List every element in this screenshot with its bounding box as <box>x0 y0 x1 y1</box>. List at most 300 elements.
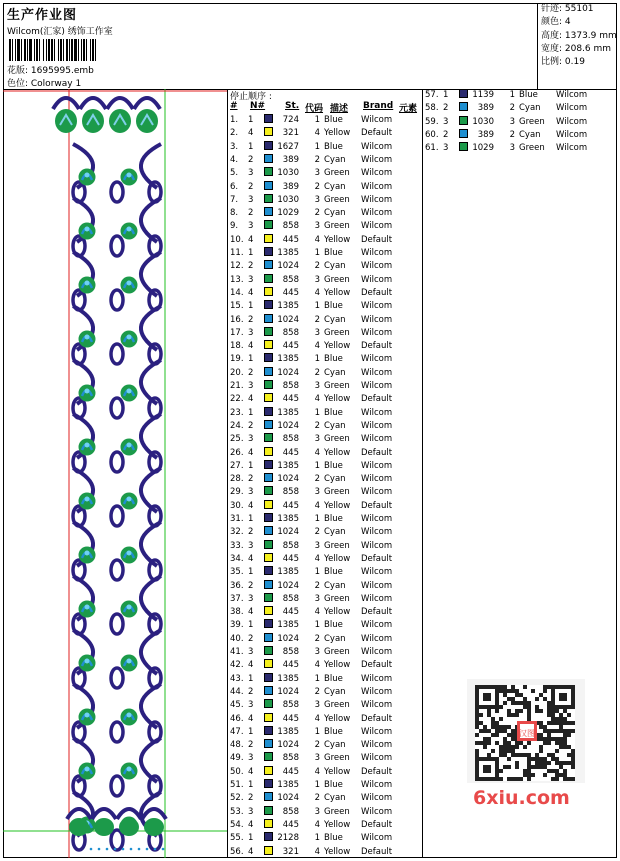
row-index: 29. <box>230 487 244 498</box>
table-row <box>423 102 618 115</box>
row-index: 9. <box>230 221 239 232</box>
row-desc: Green <box>324 434 350 445</box>
row-code: 4 <box>314 447 320 458</box>
row-desc: Yellow <box>324 607 351 618</box>
row-brand: Wilcom <box>361 154 393 165</box>
row-desc: Yellow <box>324 128 351 139</box>
row-desc: Yellow <box>324 447 351 458</box>
table-row <box>228 353 423 366</box>
table-row <box>228 114 423 127</box>
row-desc: Green <box>324 540 350 551</box>
row-stitches: 445 <box>282 766 299 777</box>
row-needle: 3 <box>248 194 254 205</box>
table-row <box>228 300 423 313</box>
row-index: 44. <box>230 686 244 697</box>
table-row <box>228 433 423 446</box>
row-desc: Green <box>324 806 350 817</box>
row-stitches: 1030 <box>277 194 299 205</box>
color-swatch <box>264 367 273 376</box>
row-index: 61. <box>425 143 439 154</box>
col-header-n: N# <box>250 101 266 111</box>
scale: 比例: 0.19 <box>541 57 585 68</box>
row-index: 49. <box>230 753 244 764</box>
row-index: 30. <box>230 500 244 511</box>
row-index: 35. <box>230 567 244 578</box>
table-row <box>228 486 423 499</box>
color-swatch <box>264 673 273 682</box>
row-code: 4 <box>314 234 320 245</box>
row-index: 5. <box>230 168 239 179</box>
header <box>3 3 617 90</box>
row-desc: Yellow <box>324 819 351 830</box>
row-index: 31. <box>230 514 244 524</box>
row-index: 13. <box>230 274 244 285</box>
row-desc: Cyan <box>324 793 346 804</box>
row-needle: 4 <box>248 819 254 830</box>
color-swatch <box>264 806 273 815</box>
row-stitches: 1029 <box>472 143 494 154</box>
row-stitches: 1024 <box>277 580 299 591</box>
row-index: 20. <box>230 367 244 378</box>
table-row <box>228 314 423 327</box>
color-swatch <box>264 287 273 296</box>
table-row <box>228 713 423 726</box>
row-desc: Cyan <box>324 314 346 325</box>
design-height: 高度: 1373.9 mm <box>541 30 617 41</box>
row-brand: Default <box>361 287 393 298</box>
row-needle: 2 <box>248 154 254 165</box>
row-brand: Wilcom <box>556 116 588 127</box>
row-index: 32. <box>230 527 244 538</box>
row-brand: Wilcom <box>361 647 393 657</box>
row-needle: 2 <box>248 208 254 219</box>
row-needle: 3 <box>443 143 449 154</box>
row-needle: 2 <box>248 367 254 378</box>
table-row <box>228 633 423 646</box>
row-index: 6. <box>230 181 239 192</box>
table-row <box>228 566 423 579</box>
row-desc: Cyan <box>324 527 346 538</box>
row-desc: Green <box>324 194 350 205</box>
row-needle: 2 <box>248 740 254 751</box>
row-index: 27. <box>230 460 244 471</box>
color-swatch <box>264 460 273 469</box>
row-stitches: 1627 <box>277 141 299 152</box>
row-stitches: 1024 <box>277 686 299 697</box>
color-swatch <box>264 141 273 150</box>
row-brand: Wilcom <box>361 527 393 538</box>
row-desc: Cyan <box>324 367 346 378</box>
row-stitches: 1385 <box>277 567 299 578</box>
row-desc: Cyan <box>519 129 541 140</box>
color-swatch <box>264 832 273 841</box>
row-desc: Green <box>324 168 350 179</box>
table-row <box>228 447 423 460</box>
row-brand: Wilcom <box>361 833 393 844</box>
stamp-text: 汉图 <box>519 729 535 738</box>
row-code: 2 <box>509 103 515 114</box>
table-row <box>228 141 423 154</box>
row-desc: Cyan <box>324 580 346 591</box>
table-row <box>228 127 423 140</box>
row-desc: Yellow <box>324 766 351 777</box>
row-stitches: 858 <box>282 753 299 764</box>
row-code: 4 <box>314 128 320 139</box>
row-code: 1 <box>314 407 320 418</box>
color-swatch <box>264 713 273 722</box>
row-brand: Wilcom <box>361 181 393 192</box>
row-code: 4 <box>314 713 320 724</box>
color-count: 颜色: 4 <box>541 17 571 28</box>
row-index: 47. <box>230 726 244 737</box>
table-row <box>228 540 423 553</box>
row-code: 1 <box>314 115 320 125</box>
row-needle: 4 <box>248 766 254 777</box>
row-needle: 1 <box>248 460 254 471</box>
design-file: 花版: 1695995.emb <box>7 66 94 76</box>
row-index: 34. <box>230 553 244 564</box>
table-row <box>228 407 423 420</box>
table-row <box>228 380 423 393</box>
row-code: 1 <box>314 141 320 152</box>
color-swatch <box>264 473 273 482</box>
color-swatch <box>264 619 273 628</box>
color-swatch <box>264 779 273 788</box>
row-desc: Blue <box>324 115 343 125</box>
row-stitches: 858 <box>282 647 299 657</box>
row-desc: Blue <box>324 354 343 365</box>
row-desc: Cyan <box>324 633 346 644</box>
row-code: 3 <box>314 327 320 338</box>
table-row <box>228 832 423 845</box>
row-desc: Cyan <box>324 261 346 272</box>
color-swatch <box>264 752 273 761</box>
row-stitches: 1024 <box>277 527 299 538</box>
row-index: 15. <box>230 301 244 312</box>
table-row <box>228 473 423 486</box>
row-desc: Yellow <box>324 500 351 511</box>
row-brand: Wilcom <box>361 460 393 471</box>
row-stitches: 1029 <box>277 208 299 219</box>
row-index: 36. <box>230 580 244 591</box>
row-index: 54. <box>230 819 244 830</box>
row-index: 4. <box>230 154 239 165</box>
row-needle: 1 <box>248 514 254 524</box>
row-stitches: 2128 <box>277 833 299 844</box>
row-index: 19. <box>230 354 244 365</box>
color-swatch <box>264 766 273 775</box>
row-code: 4 <box>314 846 320 857</box>
row-desc: Blue <box>324 673 343 684</box>
color-swatch <box>264 220 273 229</box>
row-needle: 3 <box>248 487 254 498</box>
row-code: 1 <box>314 567 320 578</box>
watermark <box>467 679 585 811</box>
table-row <box>228 500 423 513</box>
row-stitches: 445 <box>282 607 299 618</box>
row-stitches: 1024 <box>277 633 299 644</box>
row-code: 1 <box>314 833 320 844</box>
row-index: 22. <box>230 394 244 405</box>
row-desc: Green <box>324 647 350 657</box>
row-code: 2 <box>314 154 320 165</box>
row-brand: Default <box>361 819 393 830</box>
row-brand: Wilcom <box>361 620 393 631</box>
design-width: 宽度: 208.6 mm <box>541 43 612 54</box>
row-index: 26. <box>230 447 244 458</box>
row-needle: 4 <box>248 394 254 405</box>
row-index: 17. <box>230 327 244 338</box>
row-brand: Wilcom <box>361 420 393 431</box>
color-swatch <box>264 580 273 589</box>
row-brand: Default <box>361 553 393 564</box>
color-swatch <box>264 300 273 309</box>
row-desc: Blue <box>519 90 538 100</box>
stop-sequence-table <box>228 89 423 858</box>
row-brand: Wilcom <box>361 407 393 418</box>
table-row <box>228 460 423 473</box>
row-code: 4 <box>314 341 320 352</box>
table-row <box>423 89 618 102</box>
row-index: 7. <box>230 194 239 205</box>
row-desc: Green <box>324 327 350 338</box>
row-needle: 1 <box>248 673 254 684</box>
row-index: 55. <box>230 833 244 844</box>
row-index: 38. <box>230 607 244 618</box>
row-index: 45. <box>230 700 244 711</box>
row-brand: Wilcom <box>361 633 393 644</box>
row-code: 1 <box>314 248 320 258</box>
row-desc: Yellow <box>324 553 351 564</box>
color-swatch <box>264 526 273 535</box>
row-needle: 1 <box>248 354 254 365</box>
row-needle: 3 <box>248 274 254 285</box>
row-index: 8. <box>230 208 239 219</box>
row-stitches: 1024 <box>277 314 299 325</box>
row-code: 1 <box>314 354 320 365</box>
row-stitches: 1139 <box>472 90 494 100</box>
color-swatch <box>264 274 273 283</box>
row-code: 1 <box>314 726 320 737</box>
row-stitches: 389 <box>477 129 494 140</box>
table-row <box>228 739 423 752</box>
row-code: 3 <box>314 274 320 285</box>
row-stitches: 1385 <box>277 460 299 471</box>
row-stitches: 858 <box>282 327 299 338</box>
row-code: 3 <box>314 806 320 817</box>
row-needle: 4 <box>248 500 254 511</box>
color-swatch <box>264 593 273 602</box>
color-swatch <box>264 513 273 522</box>
color-swatch <box>264 447 273 456</box>
row-stitches: 1030 <box>472 116 494 127</box>
row-brand: Wilcom <box>361 780 393 790</box>
row-brand: Wilcom <box>361 115 393 125</box>
row-needle: 3 <box>443 116 449 127</box>
row-needle: 1 <box>248 780 254 790</box>
row-needle: 1 <box>248 115 254 125</box>
row-desc: Blue <box>324 460 343 471</box>
row-desc: Yellow <box>324 660 351 671</box>
row-needle: 2 <box>248 686 254 697</box>
row-index: 33. <box>230 540 244 551</box>
color-swatch <box>264 686 273 695</box>
row-desc: Blue <box>324 833 343 844</box>
embroidery-pattern <box>3 89 228 858</box>
row-brand: Wilcom <box>361 753 393 764</box>
color-swatch <box>264 314 273 323</box>
row-code: 1 <box>509 90 515 100</box>
row-index: 18. <box>230 341 244 352</box>
row-index: 51. <box>230 780 244 790</box>
row-code: 4 <box>314 766 320 777</box>
row-brand: Wilcom <box>361 381 393 391</box>
row-stitches: 858 <box>282 700 299 711</box>
row-brand: Wilcom <box>556 103 588 114</box>
table-row <box>228 752 423 765</box>
row-stitches: 858 <box>282 487 299 498</box>
row-brand: Wilcom <box>361 567 393 578</box>
row-needle: 2 <box>248 314 254 325</box>
color-swatch <box>264 633 273 642</box>
row-index: 28. <box>230 474 244 485</box>
row-needle: 1 <box>248 407 254 418</box>
row-code: 3 <box>314 381 320 391</box>
row-desc: Cyan <box>324 420 346 431</box>
row-code: 4 <box>314 819 320 830</box>
row-code: 2 <box>314 208 320 219</box>
table-row <box>228 553 423 566</box>
row-needle: 1 <box>248 248 254 258</box>
row-stitches: 445 <box>282 394 299 405</box>
row-brand: Default <box>361 607 393 618</box>
color-swatch <box>264 486 273 495</box>
col-header-num: # <box>230 101 238 111</box>
row-code: 2 <box>314 420 320 431</box>
row-desc: Yellow <box>324 341 351 352</box>
row-brand: Default <box>361 713 393 724</box>
row-desc: Cyan <box>324 474 346 485</box>
row-needle: 3 <box>248 168 254 179</box>
row-index: 60. <box>425 129 439 140</box>
row-index: 41. <box>230 647 244 657</box>
color-swatch <box>264 500 273 509</box>
row-needle: 2 <box>443 129 449 140</box>
row-needle: 1 <box>248 301 254 312</box>
table-row <box>228 181 423 194</box>
color-swatch <box>264 646 273 655</box>
row-stitches: 1024 <box>277 261 299 272</box>
row-stitches: 1385 <box>277 354 299 365</box>
color-swatch <box>459 116 468 125</box>
color-swatch <box>264 340 273 349</box>
row-desc: Cyan <box>324 154 346 165</box>
row-brand: Wilcom <box>361 593 393 604</box>
row-brand: Wilcom <box>361 208 393 219</box>
row-brand: Default <box>361 447 393 458</box>
row-brand: Wilcom <box>361 487 393 498</box>
color-swatch <box>264 207 273 216</box>
color-swatch <box>264 699 273 708</box>
table-row <box>423 142 618 155</box>
row-index: 14. <box>230 287 244 298</box>
table-row <box>228 846 423 859</box>
row-stitches: 389 <box>282 154 299 165</box>
table-row <box>228 646 423 659</box>
row-desc: Yellow <box>324 287 351 298</box>
color-swatch <box>264 739 273 748</box>
row-brand: Wilcom <box>361 141 393 152</box>
row-code: 2 <box>314 740 320 751</box>
row-index: 48. <box>230 740 244 751</box>
row-needle: 3 <box>248 327 254 338</box>
row-index: 46. <box>230 713 244 724</box>
row-needle: 4 <box>248 607 254 618</box>
row-brand: Default <box>361 234 393 245</box>
table-row <box>228 260 423 273</box>
row-index: 57. <box>425 90 439 100</box>
table-row <box>228 234 423 247</box>
table-row <box>228 247 423 260</box>
row-needle: 1 <box>443 90 449 100</box>
row-needle: 4 <box>248 713 254 724</box>
row-brand: Wilcom <box>361 540 393 551</box>
row-code: 2 <box>509 129 515 140</box>
row-stitches: 445 <box>282 713 299 724</box>
color-swatch <box>264 433 273 442</box>
row-needle: 4 <box>248 447 254 458</box>
watermark-logo: 6xiu.com <box>473 787 570 809</box>
row-desc: Blue <box>324 726 343 737</box>
color-swatch <box>264 393 273 402</box>
row-needle: 4 <box>248 553 254 564</box>
color-swatch <box>264 260 273 269</box>
table-row <box>228 593 423 606</box>
row-brand: Wilcom <box>556 143 588 154</box>
table-row <box>228 686 423 699</box>
table-row <box>228 154 423 167</box>
row-code: 4 <box>314 607 320 618</box>
row-code: 3 <box>314 434 320 445</box>
row-index: 3. <box>230 141 239 152</box>
row-index: 23. <box>230 407 244 418</box>
row-stitches: 1385 <box>277 780 299 790</box>
color-swatch <box>264 420 273 429</box>
color-swatch <box>264 247 273 256</box>
color-swatch <box>264 553 273 562</box>
row-stitches: 1024 <box>277 420 299 431</box>
row-code: 1 <box>314 780 320 790</box>
row-index: 56. <box>230 846 244 857</box>
colorway: 色位: Colorway 1 <box>7 79 82 89</box>
row-needle: 1 <box>248 567 254 578</box>
row-needle: 3 <box>248 753 254 764</box>
row-desc: Yellow <box>324 846 351 857</box>
row-code: 2 <box>314 314 320 325</box>
row-index: 12. <box>230 261 244 272</box>
color-swatch <box>264 792 273 801</box>
row-stitches: 1385 <box>277 673 299 684</box>
row-desc: Green <box>519 143 545 154</box>
table-row <box>228 420 423 433</box>
table-row <box>228 819 423 832</box>
row-code: 3 <box>509 143 515 154</box>
row-needle: 4 <box>248 341 254 352</box>
row-stitches: 724 <box>282 115 299 125</box>
color-swatch <box>459 129 468 138</box>
row-code: 1 <box>314 514 320 524</box>
row-brand: Wilcom <box>361 367 393 378</box>
